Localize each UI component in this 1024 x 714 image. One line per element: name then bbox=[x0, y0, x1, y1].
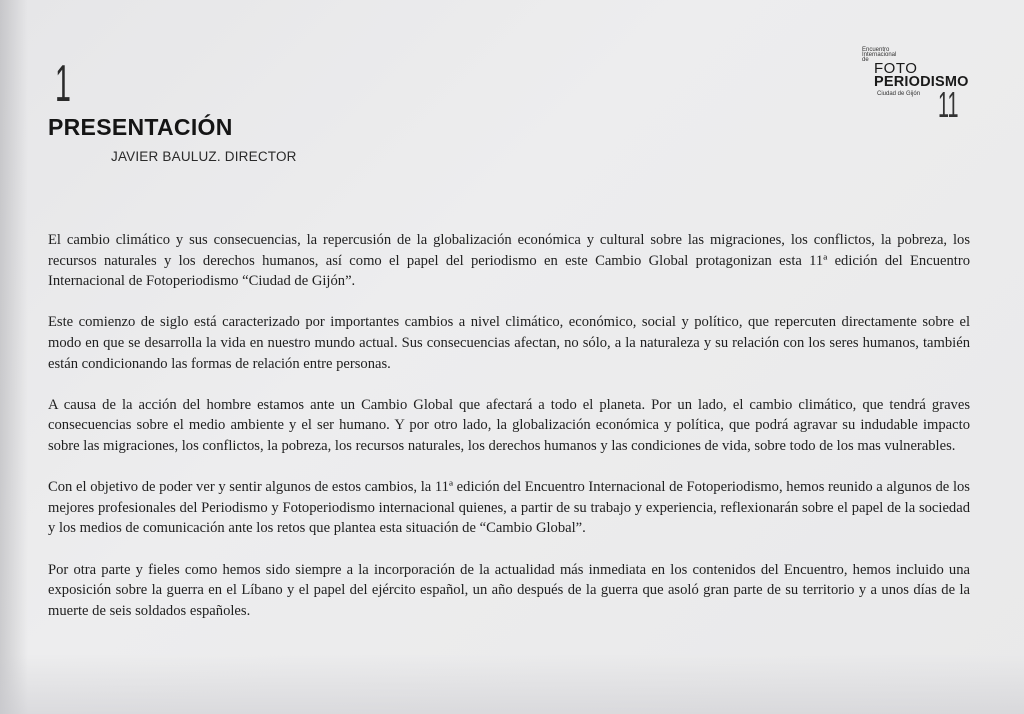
event-logo bbox=[862, 47, 972, 127]
paragraph: Por otra parte y fieles como hemos sido siempre a la incorporación de la actualidad más inmediata en los contenidos del Encuentro, hemos incluido una exposición sobre la guerra en el Líbano y el papel del ejército español, un año después de la guerra que asoló gran parte de su territorio y a unos días de la muerte de seis soldados españoles. bbox=[48, 561, 970, 619]
logo-foto: FOTO bbox=[874, 60, 918, 77]
paragraph: Con el objetivo de poder ver y sentir algunos de estos cambios, la 11ª edición del Encuentro Internacional de Fotoperiodismo, hemos reunido a algunos de los mejores profesionales del Periodismo y Fotoperiodismo internacional quienes, a partir de su trabajo y experiencia, reflexionarán sobre el papel de la sociedad y los medios de comunicación ante los retos que plantea esta situación de “Cambio Global”. bbox=[48, 479, 970, 537]
paragraph: A causa de la acción del hombre estamos ante un Cambio Global que afectará a todo el planeta. Por un lado, el cambio climático, que tendrá graves consecuencias sobre el medio ambiente y el ser humano. Y por otro lado, la globalización económica y política, que podrá agravar su indudable impacto sobre las migraciones, los conflictos, la pobreza, los recursos naturales, los derechos humanos y las condiciones de vida, sobre todo de los mas vulnerables. bbox=[48, 396, 970, 454]
logo-line-de: de bbox=[862, 57, 869, 63]
paragraph: El cambio climático y sus consecuencias, la repercusión de la globalización económica y cultural sobre las migraciones, los conflictos, la pobreza, los recursos naturales y los derechos humanos, así como el papel del periodismo en este Cambio Global protagonizan esta 11ª edición del Encuentro Internacional de Fotoperiodismo “Ciudad de Gijón”. bbox=[48, 232, 970, 290]
logo-line-internacional: Internacional bbox=[862, 52, 897, 58]
logo-city: Ciudad de Gijón bbox=[877, 91, 921, 97]
page-title: PRESENTACIÓN bbox=[48, 114, 233, 140]
logo-line-encuentro: Encuentro bbox=[862, 47, 890, 53]
paragraph: Este comienzo de siglo está caracterizado por importantes cambios a nivel climático, económico, social y político, que repercuten directamente sobre el modo en que se desarrolla la vida en nuestro mundo actual. Sus consecuencias afectan, no sólo, a la naturaleza y su relación con los seres humanos, también están condicionando las formas de relación entre personas. bbox=[48, 314, 970, 372]
logo-periodismo: PERIODISMO bbox=[874, 74, 969, 90]
body-text bbox=[48, 230, 970, 642]
page-subtitle: JAVIER BAULUZ. DIRECTOR bbox=[111, 149, 297, 164]
book-gutter-shadow bbox=[0, 0, 28, 714]
page-bottom-shade bbox=[0, 654, 1024, 714]
logo-edition-number: 11 bbox=[938, 84, 959, 125]
section-number: 1 bbox=[55, 55, 71, 113]
